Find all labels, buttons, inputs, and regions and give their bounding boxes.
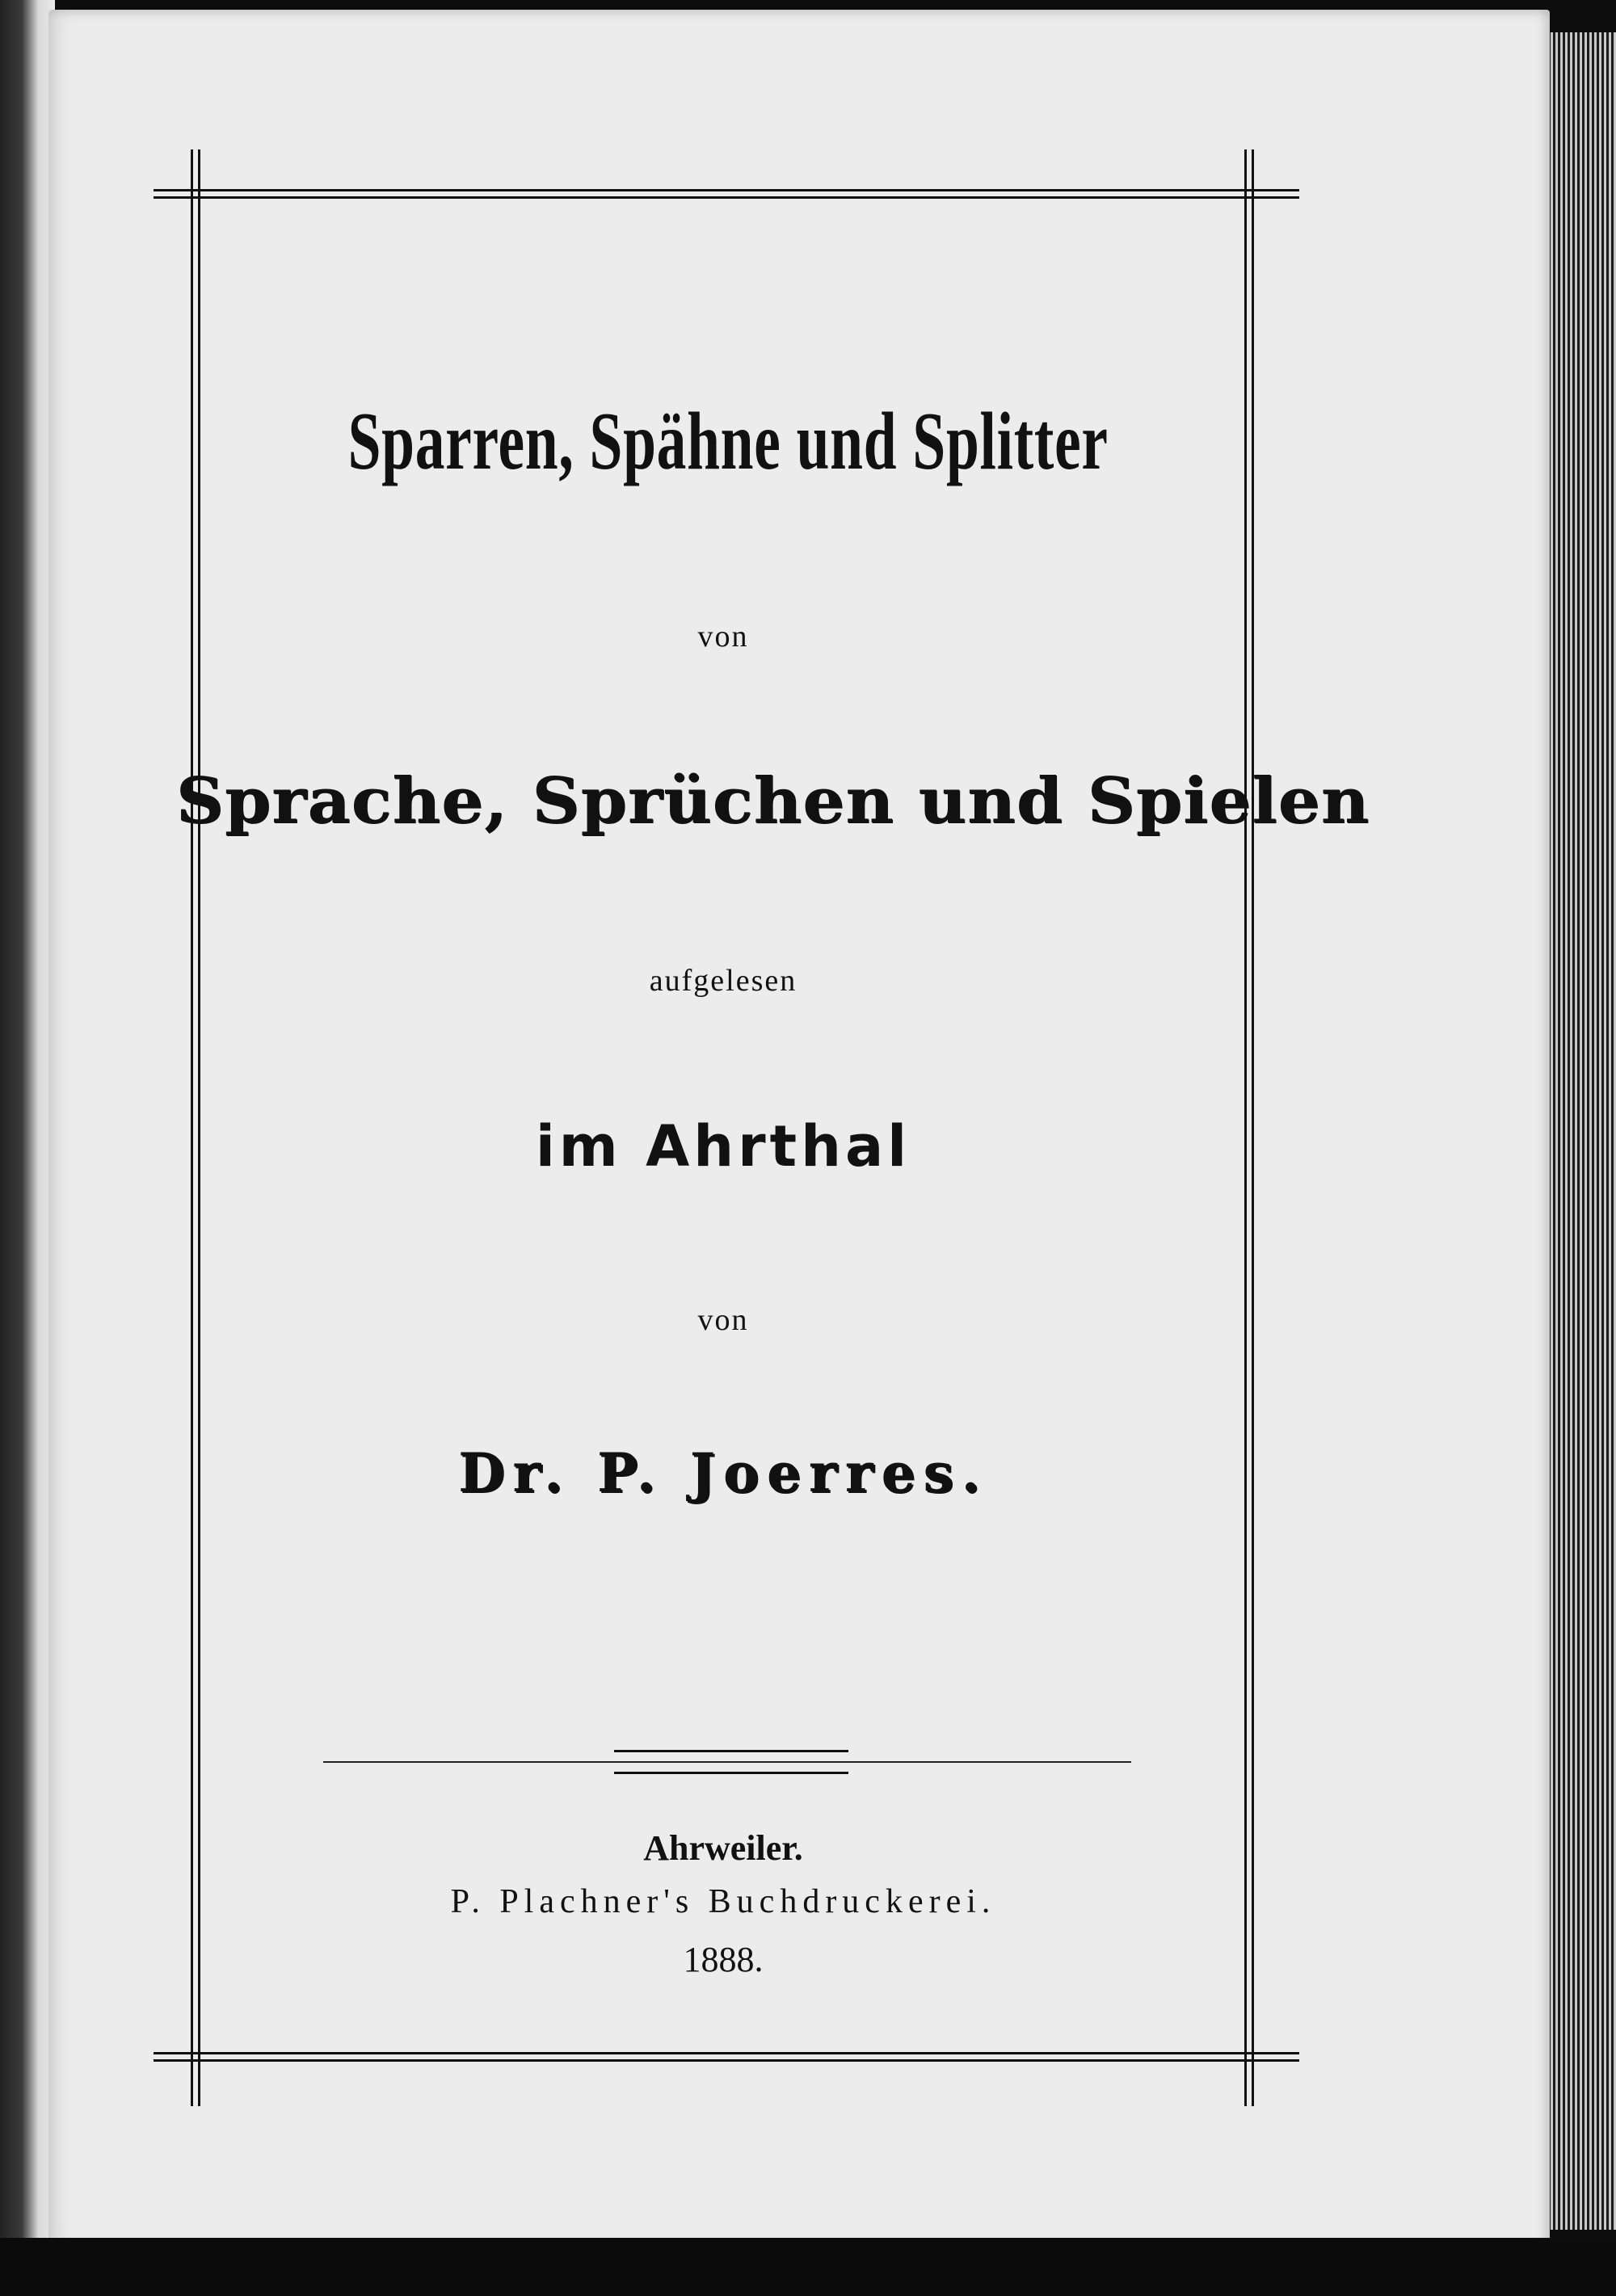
divider-short-top [614, 1750, 848, 1752]
scan-bottom-shadow [0, 2238, 1616, 2296]
region-line: im Ahrthal [535, 1113, 911, 1180]
book-title: Sparren, Spähne und Splitter [347, 396, 1109, 487]
book-binding [0, 0, 55, 2296]
author-name: Dr. P. Joerres. [458, 1441, 988, 1504]
frame-right-rule [1244, 149, 1254, 2106]
von-line-2: von [697, 1303, 749, 1337]
imprint-year: 1888. [683, 1940, 764, 1979]
divider-long [323, 1761, 1131, 1763]
von-line-1: von [697, 620, 749, 654]
page-edges [1543, 32, 1616, 2230]
divider-short-bottom [614, 1772, 848, 1774]
imprint-publisher: P. Plachner's Buchdruckerei. [450, 1883, 996, 1920]
frame-bottom-rule [154, 2052, 1299, 2062]
book-subtitle: Sprache, Sprüchen und Spielen [175, 764, 1370, 838]
imprint-place: Ahrweiler. [643, 1828, 803, 1868]
frame-left-rule [191, 149, 200, 2106]
frame-top-rule [154, 189, 1299, 199]
aufgelesen-line: aufgelesen [649, 964, 797, 998]
